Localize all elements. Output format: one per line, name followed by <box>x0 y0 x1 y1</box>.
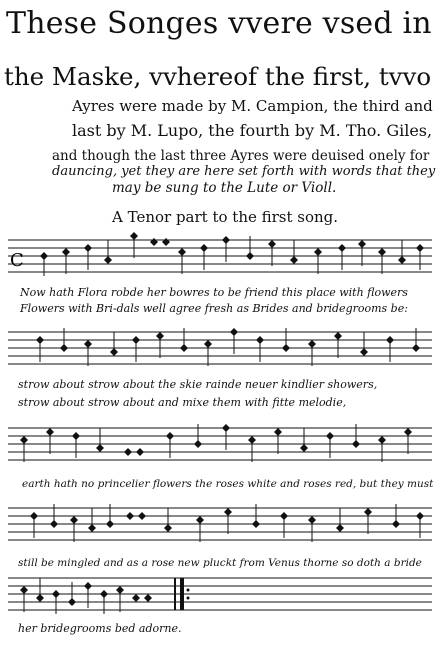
heading-line-7: may be sung to the Lute or Violl. <box>112 180 337 196</box>
lyric-line-2: Flowers with Bri-dals well agree fresh as Brides and bridegrooms be: <box>20 302 408 315</box>
heading-line-2: the Maske, vvhereof the first, tvvo <box>4 62 432 91</box>
music-staff-1 <box>0 226 440 286</box>
lyric-line-1: Now hath Flora robde her bowres to be friend this place with flowers <box>20 286 408 299</box>
music-staff-2 <box>0 318 440 378</box>
lyric-line-6: still be mingled and as a rose new pluckt from Venus thorne so doth a bride <box>18 557 422 569</box>
lyric-line-5: earth hath no princelier flowers the roses white and roses red, but they must <box>22 478 434 490</box>
heading-line-1: These Songes vvere vsed in <box>6 6 432 41</box>
heading-line-6: dauncing, yet they are here set forth with words that they <box>52 164 436 179</box>
lyric-line-3: strow about strow about the skie rainde neuer kindlier showers, <box>18 378 378 391</box>
heading-line-5: and though the last three Ayres were deuised onely for <box>52 148 430 164</box>
music-staff-3 <box>0 414 440 474</box>
lyric-line-7: her bridegrooms bed adorne. <box>18 622 182 635</box>
lyric-line-4: strow about strow about and mixe them with fitte melodie, <box>18 396 347 409</box>
heading-line-3: Ayres were made by M. Campion, the third and <box>72 97 433 115</box>
svg-text:C: C <box>10 250 24 271</box>
heading-line-4: last by M. Lupo, the fourth by M. Tho. Giles, <box>72 121 433 140</box>
music-staff-4 <box>0 494 440 554</box>
tenor-heading: A Tenor part to the first song. <box>112 208 339 226</box>
music-staff-5 <box>0 566 440 622</box>
